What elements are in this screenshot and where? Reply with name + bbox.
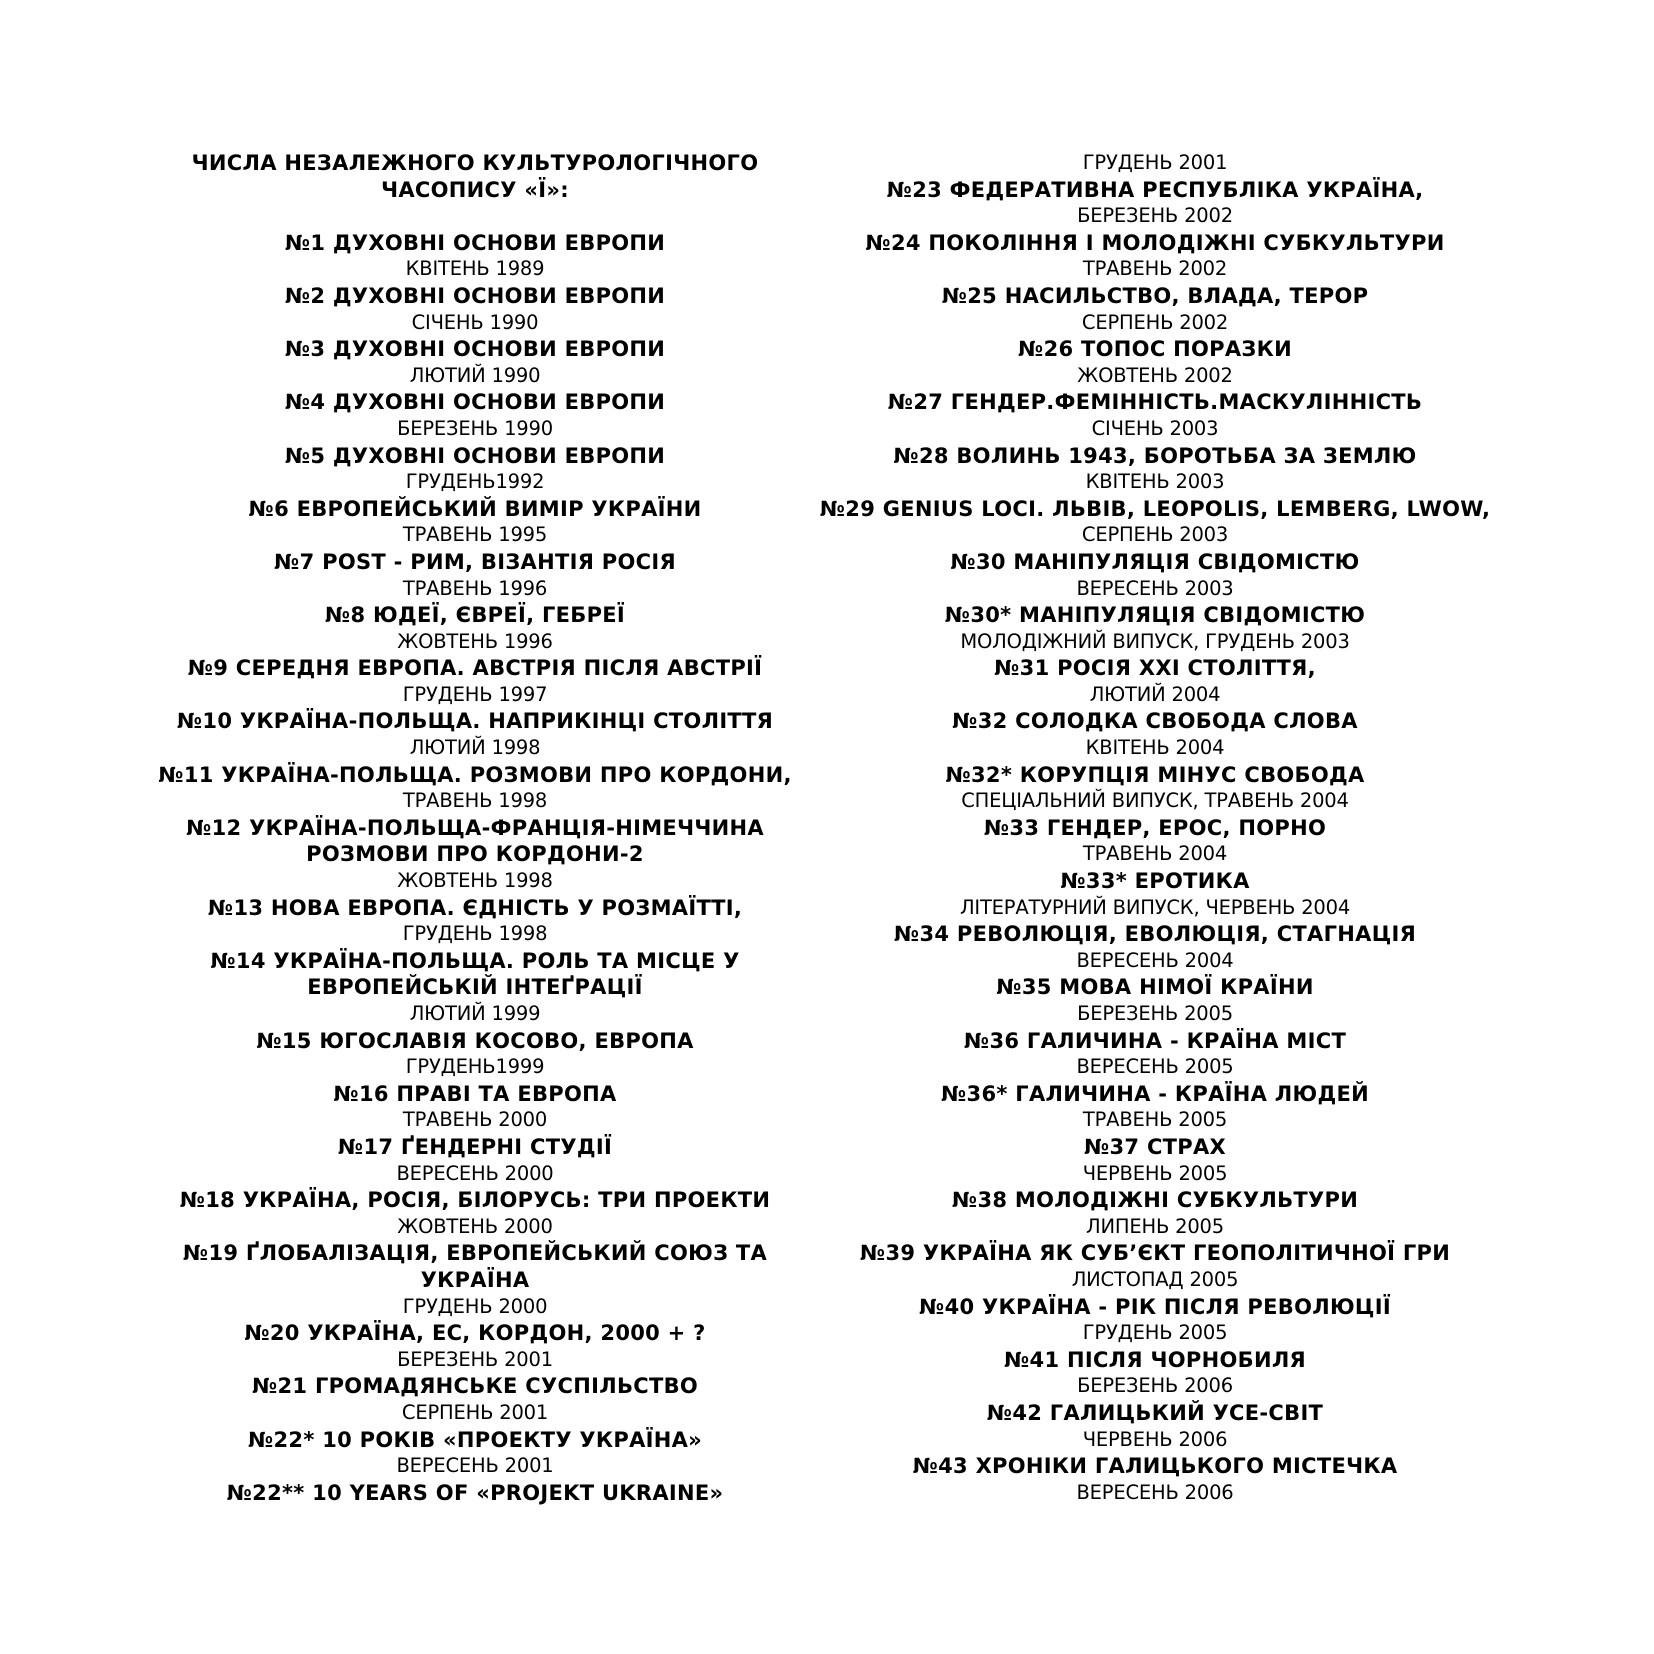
issue-title: №24 ПОКОЛІННЯ І МОЛОДІЖНІ СУБКУЛЬТУРИ bbox=[865, 230, 1445, 255]
issue-date: ЖОВТЕНЬ 1998 bbox=[397, 869, 553, 893]
issue-date: ВЕРЕСЕНЬ 2001 bbox=[396, 1454, 554, 1478]
issue-title: №29 GENIUS LOCI. ЛЬВІВ, LEOPOLIS, LEMBERG, LWOW, bbox=[819, 496, 1491, 521]
issue-item bbox=[150, 496, 800, 549]
issue-item bbox=[810, 389, 1500, 442]
issue-title: №32 СОЛОДКА СВОБОДА СЛОВА bbox=[952, 709, 1358, 734]
issue-item bbox=[150, 1028, 800, 1081]
issue-item bbox=[810, 1081, 1500, 1134]
issue-item bbox=[150, 708, 800, 761]
left-column bbox=[150, 150, 800, 1506]
issue-date: КВІТЕНЬ 1989 bbox=[405, 257, 545, 281]
issue-title: №22* 10 РОКІВ «ПРОЕКТУ УКРАЇНА» bbox=[247, 1427, 703, 1452]
issue-title: №35 МОВА НІМОЇ КРАЇНИ bbox=[996, 975, 1314, 1000]
issue-date: КВІТЕНЬ 2003 bbox=[1085, 470, 1225, 494]
right-issue-list bbox=[810, 177, 1500, 1507]
issue-title: №30* МАНІПУЛЯЦІЯ СВІДОМІСТЮ bbox=[944, 603, 1366, 628]
issue-date: ГРУДЕНЬ 1998 bbox=[402, 922, 548, 946]
issue-date: ЖОВТЕНЬ 1996 bbox=[397, 629, 553, 653]
issue-date: ГРУДЕНЬ 2000 bbox=[402, 1294, 548, 1318]
issue-date: БЕРЕЗЕНЬ 2002 bbox=[1077, 204, 1233, 228]
issue-date: БЕРЕЗЕНЬ 2005 bbox=[1077, 1002, 1233, 1025]
issue-item bbox=[810, 708, 1500, 761]
issue-date: ТРАВЕНЬ 2000 bbox=[402, 1108, 548, 1132]
heading-spacer bbox=[150, 203, 800, 230]
issue-item bbox=[810, 230, 1500, 283]
issue-title: №4 ДУХОВНІ ОСНОВИ ЕВРОПИ bbox=[284, 390, 666, 415]
issue-date: ЛІТЕРАТУРНИЙ ВИПУСК, ЧЕРВЕНЬ 2004 bbox=[959, 895, 1351, 919]
issue-item bbox=[810, 177, 1500, 230]
issue-date: ТРАВЕНЬ 2002 bbox=[1082, 257, 1228, 281]
issue-item bbox=[150, 336, 800, 389]
issue-date: ВЕРЕСЕНЬ 2005 bbox=[1076, 1055, 1234, 1079]
issue-title: №34 РЕВОЛЮЦІЯ, ЕВОЛЮЦІЯ, СТАГНАЦІЯ bbox=[893, 922, 1417, 947]
issue-title: №11 УКРАЇНА-ПОЛЬЩА. РОЗМОВИ ПРО КОРДОНИ, bbox=[158, 762, 792, 787]
issue-date: СЕРПЕНЬ 2003 bbox=[1081, 523, 1229, 547]
issue-title: УКРАЇНА bbox=[420, 1267, 530, 1292]
issue-date: СІЧЕНЬ 1990 bbox=[411, 310, 539, 334]
issue-item bbox=[810, 602, 1500, 655]
issue-title: №10 УКРАЇНА-ПОЛЬЩА. НАПРИКІНЦІ СТОЛІТТЯ bbox=[176, 709, 774, 734]
issue-item bbox=[150, 602, 800, 655]
issue-date: БЕРЕЗЕНЬ 1990 bbox=[397, 416, 553, 440]
issue-item bbox=[150, 549, 800, 602]
issue-date: ЧЕРВЕНЬ 2005 bbox=[1082, 1161, 1228, 1185]
issue-title: №43 ХРОНІКИ ГАЛИЦЬКОГО МІСТЕЧКА bbox=[912, 1454, 1398, 1479]
issue-item bbox=[150, 230, 800, 283]
issue-date: ЛЮТИЙ 2004 bbox=[1089, 682, 1221, 706]
issue-title: №31 РОСІЯ XXI СТОЛІТТЯ, bbox=[994, 656, 1316, 681]
issue-title: №7 POST - РИМ, ВІЗАНТІЯ РОСІЯ bbox=[274, 549, 676, 574]
issue-title: №15 ЮГОСЛАВІЯ КОСОВО, ЕВРОПА bbox=[256, 1028, 694, 1053]
issue-item bbox=[150, 1081, 800, 1134]
issue-item bbox=[810, 1400, 1500, 1453]
issue-title: №2 ДУХОВНІ ОСНОВИ ЕВРОПИ bbox=[284, 283, 666, 308]
issue-item bbox=[150, 762, 800, 815]
right-column bbox=[810, 150, 1500, 1506]
issue-title: №3 ДУХОВНІ ОСНОВИ ЕВРОПИ bbox=[284, 337, 666, 362]
issue-title: №12 УКРАЇНА-ПОЛЬЩА-ФРАНЦІЯ-НІМЕЧЧИНА bbox=[186, 815, 764, 840]
issue-item bbox=[810, 1134, 1500, 1187]
issue-title: №41 ПІСЛЯ ЧОРНОБИЛЯ bbox=[1003, 1347, 1307, 1372]
issue-title: №42 ГАЛИЦЬКИЙ УСЕ-СВІТ bbox=[986, 1400, 1324, 1425]
issue-item bbox=[810, 762, 1500, 815]
issue-item bbox=[150, 1480, 800, 1507]
issue-item bbox=[810, 1347, 1500, 1400]
issue-date: ЛИСТОПАД 2005 bbox=[1071, 1267, 1239, 1291]
issue-date: ЧЕРВЕНЬ 2006 bbox=[1082, 1427, 1228, 1451]
issue-date: ЛЮТИЙ 1990 bbox=[409, 363, 541, 387]
issue-title: №5 ДУХОВНІ ОСНОВИ ЕВРОПИ bbox=[284, 443, 666, 468]
issue-title: №40 УКРАЇНА - РІК ПІСЛЯ РЕВОЛЮЦІЇ bbox=[919, 1294, 1391, 1319]
issue-date: ВЕРЕСЕНЬ 2000 bbox=[396, 1161, 554, 1185]
issue-title: №14 УКРАЇНА-ПОЛЬЩА. РОЛЬ ТА МІСЦЕ У bbox=[210, 948, 740, 973]
heading-line-1: ЧИСЛА НЕЗАЛЕЖНОГО КУЛЬТУРОЛОГІЧНОГО bbox=[191, 151, 759, 175]
issue-date: ЛЮТИЙ 1999 bbox=[409, 1002, 541, 1025]
issue-item bbox=[810, 1028, 1500, 1081]
issue-date: ТРАВЕНЬ 1998 bbox=[402, 789, 548, 813]
issue-date: ЖОВТЕНЬ 2000 bbox=[397, 1214, 553, 1238]
issue-title: №37 СТРАХ bbox=[1083, 1134, 1227, 1159]
issue-date: СЕРПЕНЬ 2001 bbox=[401, 1400, 549, 1424]
issue-item bbox=[810, 336, 1500, 389]
issue-date: ГРУДЕНЬ1999 bbox=[405, 1055, 545, 1079]
issue-title: №30 МАНІПУЛЯЦІЯ СВІДОМІСТЮ bbox=[950, 549, 1360, 574]
issue-title: №33 ГЕНДЕР, ЕРОС, ПОРНО bbox=[983, 815, 1327, 840]
issue-date: КВІТЕНЬ 2004 bbox=[1085, 736, 1225, 760]
issue-date: СПЕЦІАЛЬНИЙ ВИПУСК, ТРАВЕНЬ 2004 bbox=[961, 789, 1349, 813]
issue-date: ГРУДЕНЬ 2005 bbox=[1082, 1321, 1228, 1345]
issue-item bbox=[810, 1187, 1500, 1240]
issue-date: БЕРЕЗЕНЬ 2001 bbox=[397, 1347, 553, 1371]
issue-title: №36 ГАЛИЧИНА - КРАЇНА МІСТ bbox=[963, 1028, 1347, 1053]
issue-title: №8 ЮДЕЇ, ЄВРЕЇ, ГЕБРЕЇ bbox=[324, 603, 626, 628]
heading-line-2: ЧАСОПИСУ «Ї»: bbox=[381, 177, 569, 202]
issue-item bbox=[810, 443, 1500, 496]
issue-date: БЕРЕЗЕНЬ 2006 bbox=[1077, 1374, 1233, 1398]
issue-item bbox=[810, 549, 1500, 602]
issue-item bbox=[150, 1427, 800, 1480]
issue-item bbox=[150, 1373, 800, 1426]
issue-title: №28 ВОЛИНЬ 1943, БОРОТЬБА ЗА ЗЕМЛЮ bbox=[893, 443, 1417, 468]
issue-item bbox=[150, 389, 800, 442]
issue-title: №22** 10 YEARS OF «PROJEKT UKRAINE» bbox=[226, 1480, 724, 1505]
issue-item bbox=[810, 815, 1500, 868]
issue-date: ЛИПЕНЬ 2005 bbox=[1086, 1214, 1224, 1238]
issue-date: ВЕРЕСЕНЬ 2003 bbox=[1076, 576, 1234, 600]
issue-item bbox=[150, 1240, 800, 1320]
issue-item bbox=[150, 1320, 800, 1373]
issue-item bbox=[810, 496, 1500, 549]
issue-title: №18 УКРАЇНА, РОСІЯ, БІЛОРУСЬ: ТРИ ПРОЕКТИ bbox=[179, 1188, 771, 1213]
right-top-date: ГРУДЕНЬ 2001 bbox=[1082, 151, 1228, 174]
issue-item bbox=[810, 868, 1500, 921]
issue-date: ТРАВЕНЬ 2004 bbox=[1082, 842, 1228, 866]
issue-title: №1 ДУХОВНІ ОСНОВИ ЕВРОПИ bbox=[284, 230, 666, 255]
issue-title: №38 МОЛОДІЖНІ СУБКУЛЬТУРИ bbox=[951, 1188, 1359, 1213]
issue-title: №6 ЕВРОПЕЙСЬКИЙ ВИМІР УКРАЇНИ bbox=[248, 496, 702, 521]
issue-title: №9 СЕРЕДНЯ ЕВРОПА. АВСТРІЯ ПІСЛЯ АВСТРІЇ bbox=[187, 656, 763, 681]
issue-title: №27 ГЕНДЕР.ФЕМІННІСТЬ.МАСКУЛІННІСТЬ bbox=[887, 390, 1423, 415]
issue-title: №32* КОРУПЦІЯ МІНУС СВОБОДА bbox=[945, 762, 1365, 787]
issue-date: ВЕРЕСЕНЬ 2006 bbox=[1076, 1480, 1234, 1504]
issue-date: ТРАВЕНЬ 1995 bbox=[402, 523, 548, 547]
issue-title: ЕВРОПЕЙСЬКІЙ ІНТЕҐРАЦІЇ bbox=[307, 975, 643, 1000]
issue-item bbox=[150, 895, 800, 948]
left-issue-list bbox=[150, 230, 800, 1507]
issue-title: №25 НАСИЛЬСТВО, ВЛАДА, ТЕРОР bbox=[941, 283, 1369, 308]
issue-date: ТРАВЕНЬ 2005 bbox=[1082, 1108, 1228, 1132]
issue-item bbox=[810, 1453, 1500, 1506]
issue-item bbox=[150, 283, 800, 336]
issue-date: ГРУДЕНЬ1992 bbox=[405, 470, 545, 494]
issue-title: №21 ГРОМАДЯНСЬКЕ СУСПІЛЬСТВО bbox=[251, 1374, 699, 1399]
issue-title: №17 ҐЕНДЕРНІ СТУДІЇ bbox=[337, 1134, 613, 1159]
issue-item bbox=[810, 283, 1500, 336]
issue-title: №13 НОВА ЕВРОПА. ЄДНІСТЬ У РОЗМАЇТТІ, bbox=[207, 895, 743, 920]
issue-title: №36* ГАЛИЧИНА - КРАЇНА ЛЮДЕЙ bbox=[940, 1081, 1370, 1106]
issue-title: №16 ПРАВІ ТА ЕВРОПА bbox=[333, 1081, 617, 1106]
issue-title: №23 ФЕДЕРАТИВНА РЕСПУБЛІКА УКРАЇНА, bbox=[886, 177, 1424, 202]
issue-item bbox=[150, 1187, 800, 1240]
issue-date: ВЕРЕСЕНЬ 2004 bbox=[1076, 948, 1234, 972]
issue-date: ЛЮТИЙ 1998 bbox=[409, 736, 541, 760]
issue-date: СІЧЕНЬ 2003 bbox=[1091, 416, 1219, 440]
issue-item bbox=[810, 921, 1500, 974]
issue-item bbox=[150, 948, 800, 1028]
issue-item bbox=[810, 1240, 1500, 1293]
issue-title: №19 ҐЛОБАЛІЗАЦІЯ, ЕВРОПЕЙСЬКИЙ СОЮЗ ТА bbox=[182, 1241, 768, 1266]
issue-item bbox=[810, 655, 1500, 708]
issue-title: №33* ЕРОТИКА bbox=[1060, 869, 1250, 894]
issue-date: МОЛОДІЖНИЙ ВИПУСК, ГРУДЕНЬ 2003 bbox=[960, 629, 1350, 653]
issue-item bbox=[150, 655, 800, 708]
issue-title: №20 УКРАЇНА, ЕС, КОРДОН, 2000 + ? bbox=[244, 1321, 706, 1346]
issue-item bbox=[150, 1134, 800, 1187]
issue-title: РОЗМОВИ ПРО КОРДОНИ-2 bbox=[306, 842, 644, 867]
issue-item bbox=[810, 974, 1500, 1027]
issue-title: №39 УКРАЇНА ЯК СУБ’ЄКТ ГЕОПОЛІТИЧНОЇ ГРИ bbox=[859, 1241, 1451, 1266]
issue-date: СЕРПЕНЬ 2002 bbox=[1081, 310, 1229, 334]
issue-date: ЖОВТЕНЬ 2002 bbox=[1077, 363, 1233, 387]
issue-item bbox=[150, 815, 800, 895]
issue-item bbox=[810, 1294, 1500, 1347]
issue-item bbox=[150, 443, 800, 496]
issue-title: №26 ТОПОС ПОРАЗКИ bbox=[1018, 337, 1292, 362]
issue-date: ТРАВЕНЬ 1996 bbox=[402, 576, 548, 600]
issue-date: ГРУДЕНЬ 1997 bbox=[402, 682, 548, 706]
